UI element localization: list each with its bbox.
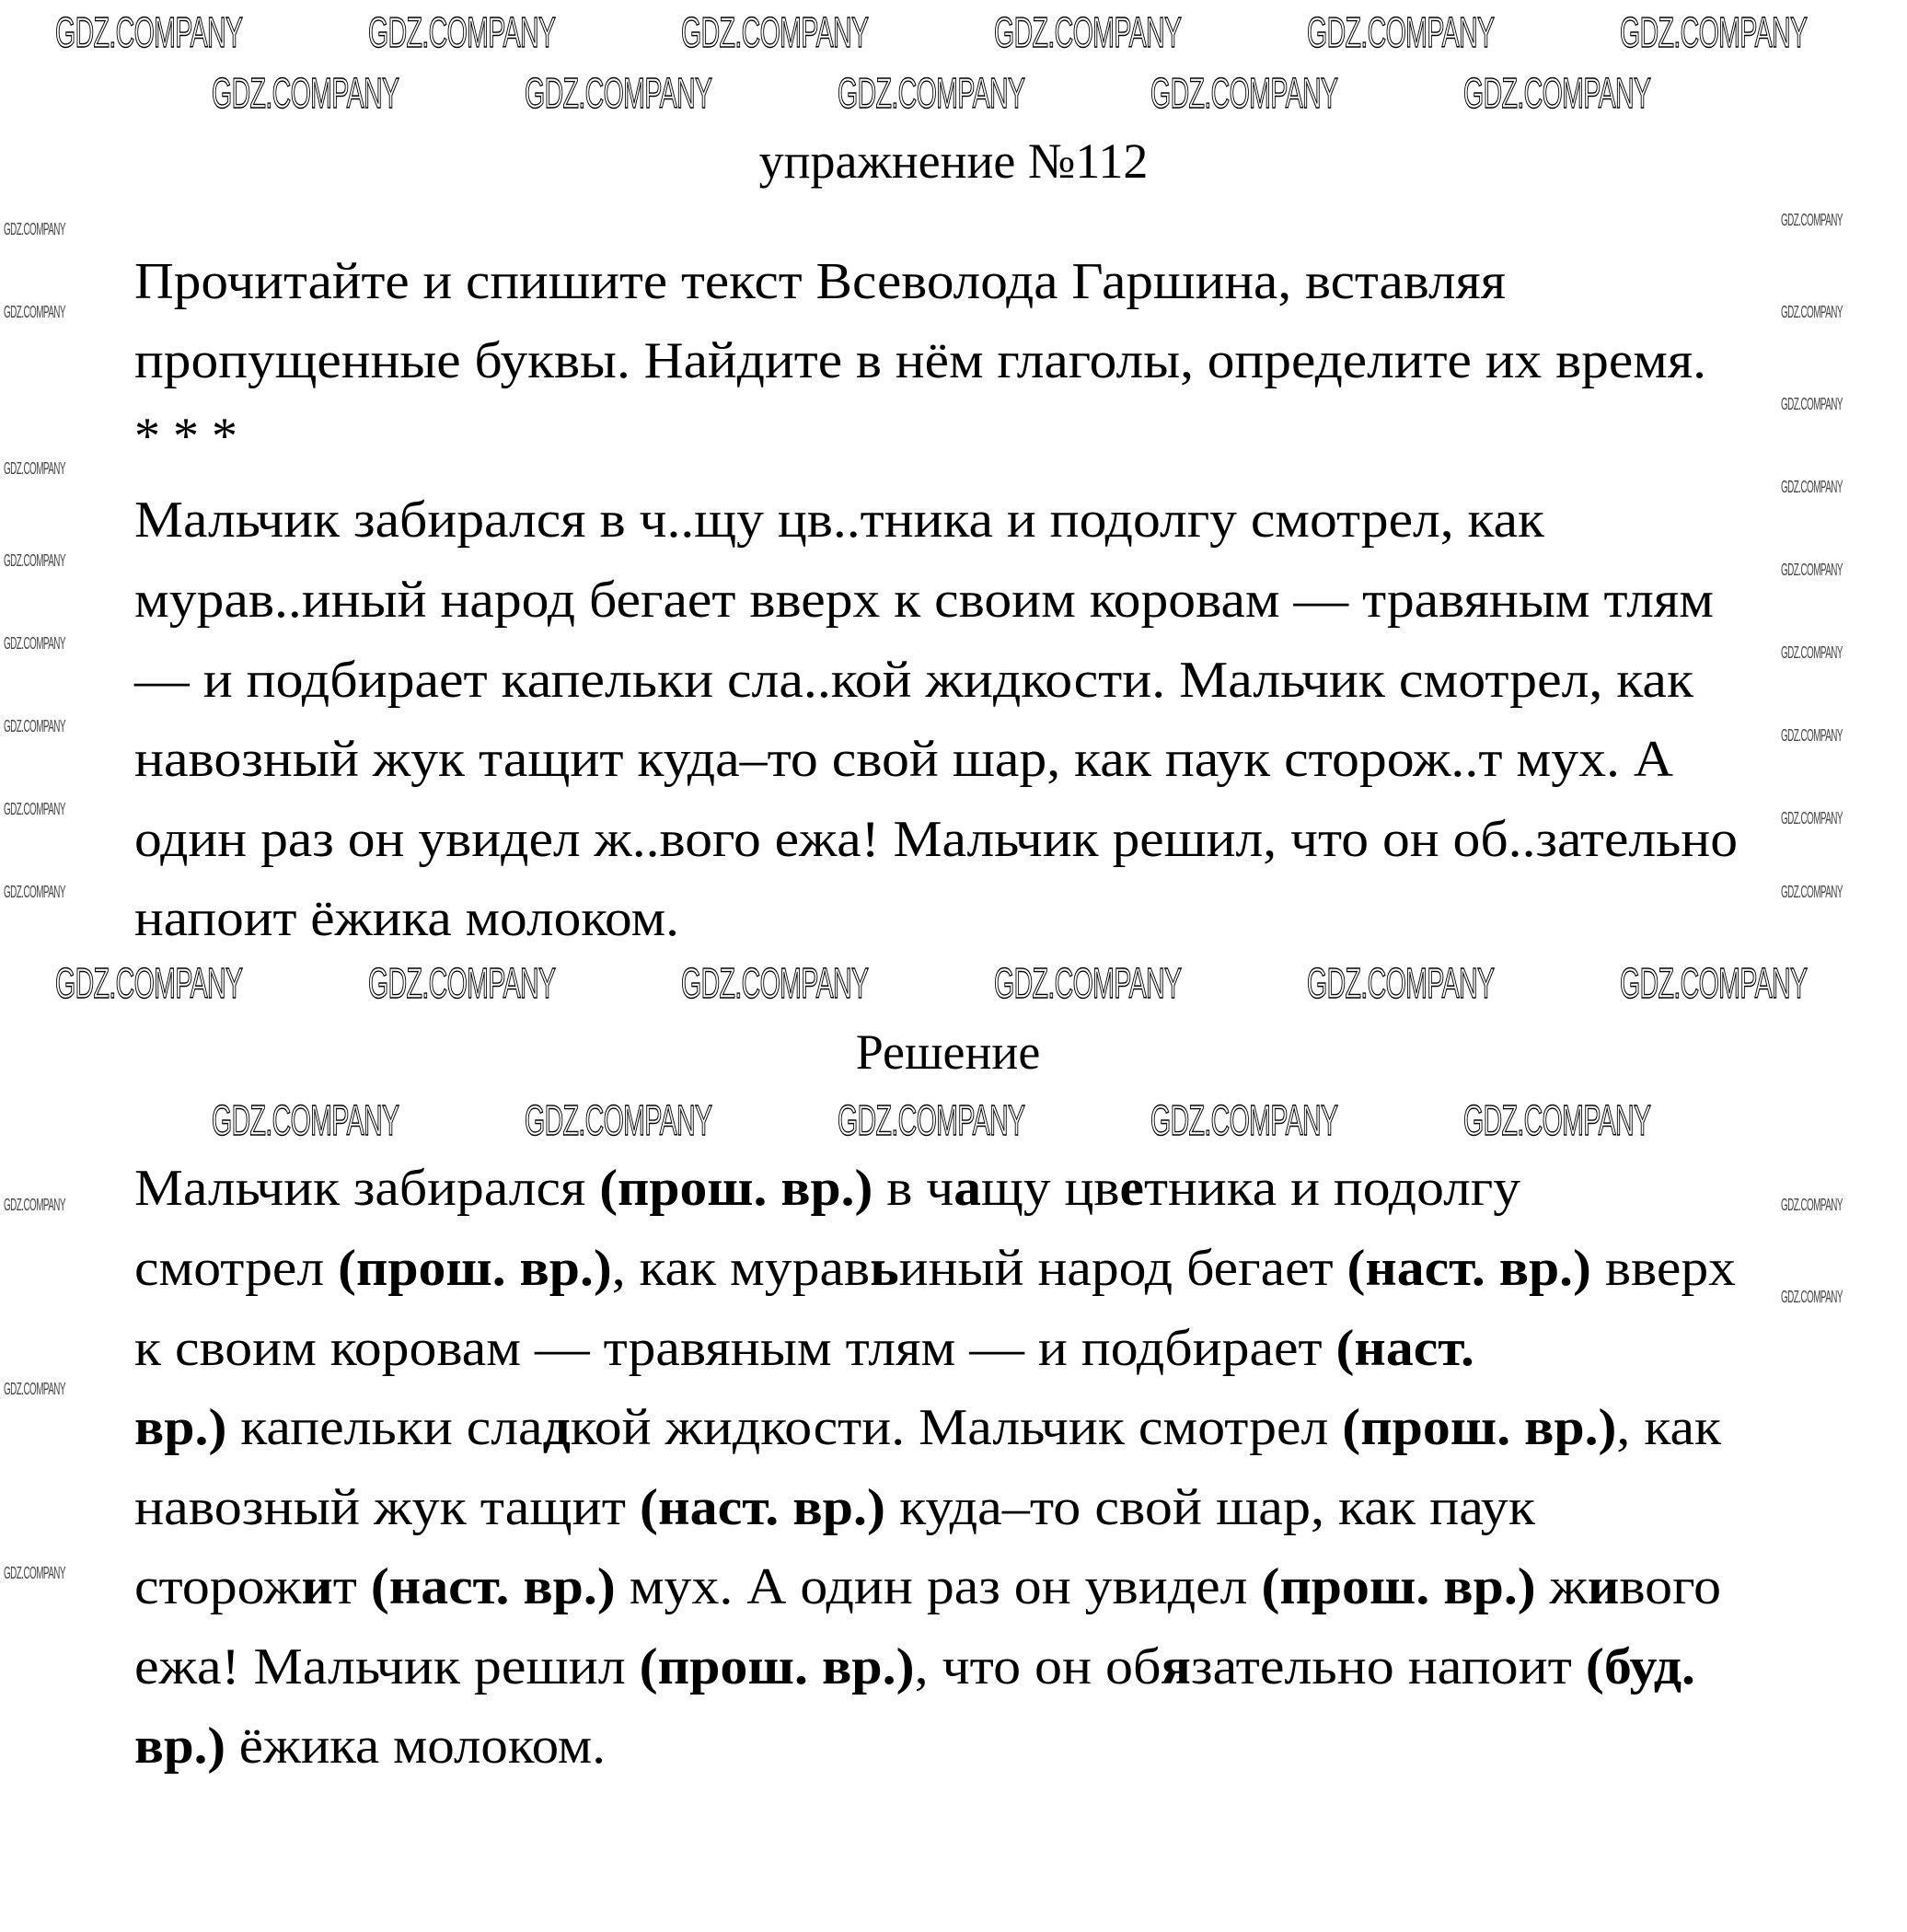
watermark: GDZ.COMPANY <box>212 69 399 117</box>
watermark-small: GDZ.COMPANY <box>1781 883 1843 901</box>
watermark-small: GDZ.COMPANY <box>4 634 65 653</box>
tense-label: и <box>301 1558 333 1615</box>
text-segment: куда–то свой шар, как паук <box>885 1479 1535 1536</box>
watermark-small: GDZ.COMPANY <box>1781 726 1843 745</box>
watermark: GDZ.COMPANY <box>994 8 1182 56</box>
watermark: GDZ.COMPANY <box>1307 959 1495 1007</box>
text-segment: мух. А один раз он увидел <box>615 1558 1262 1615</box>
watermark-small: GDZ.COMPANY <box>4 551 65 570</box>
watermark-small: GDZ.COMPANY <box>1781 303 1843 321</box>
tense-label: (прош. вр.) <box>1342 1399 1617 1456</box>
text-segment: кой жидкости. Мальчик смотрел <box>570 1399 1343 1456</box>
text-segment: смотрел <box>134 1240 339 1297</box>
solution-line <box>134 1320 1474 1377</box>
solution-heading: Решение <box>855 1024 1041 1080</box>
tense-label: (прош. вр.) <box>599 1160 873 1217</box>
watermark-small: GDZ.COMPANY <box>4 1564 65 1582</box>
stars-separator: * * * <box>134 408 237 465</box>
watermark-small: GDZ.COMPANY <box>4 883 65 901</box>
watermark-small: GDZ.COMPANY <box>4 220 65 238</box>
watermark-small: GDZ.COMPANY <box>4 303 65 321</box>
solution-line <box>134 1240 1736 1297</box>
text-segment: сторож <box>134 1558 302 1615</box>
watermark-small: GDZ.COMPANY <box>1781 211 1843 229</box>
watermark: GDZ.COMPANY <box>838 1096 1025 1144</box>
tense-label: ь <box>870 1240 899 1297</box>
text-segment: ежа! Мальчик решил <box>134 1638 640 1695</box>
tense-label: (буд. <box>1585 1638 1695 1695</box>
watermark: GDZ.COMPANY <box>55 8 243 56</box>
text-segment: к своим коровам — травяным тлям — и подбирает <box>134 1320 1336 1377</box>
solution-line <box>134 1558 1721 1615</box>
tense-label: (наст. вр.) <box>370 1558 616 1615</box>
watermark-small: GDZ.COMPANY <box>1781 1196 1843 1214</box>
watermark: GDZ.COMPANY <box>681 8 869 56</box>
text-segment: зательно напоит <box>1190 1638 1586 1695</box>
text-segment: щу цв <box>980 1160 1120 1217</box>
watermark-small: GDZ.COMPANY <box>4 459 65 478</box>
watermark: GDZ.COMPANY <box>368 959 556 1007</box>
tense-label: я <box>1161 1638 1191 1695</box>
tense-label: и <box>1587 1558 1620 1615</box>
watermark-small: GDZ.COMPANY <box>4 1196 65 1214</box>
text-segment: , что он об <box>914 1638 1162 1695</box>
tense-label: (прош. вр.) <box>639 1638 915 1695</box>
watermark-small: GDZ.COMPANY <box>1781 643 1843 662</box>
tense-label: вр.) <box>134 1399 227 1456</box>
watermark: GDZ.COMPANY <box>681 959 869 1007</box>
watermark: GDZ.COMPANY <box>55 959 243 1007</box>
watermark: GDZ.COMPANY <box>212 1096 399 1144</box>
text-segment: ж <box>1535 1558 1588 1615</box>
watermark: GDZ.COMPANY <box>1150 69 1338 117</box>
tense-label: е <box>1119 1160 1144 1217</box>
story-line: навозный жук тащит куда–то свой шар, как паук сторож..т мух. А <box>134 731 1673 788</box>
task-line: пропущенные буквы. Найдите в нём глаголы, определите их время. <box>134 332 1706 389</box>
watermark-small: GDZ.COMPANY <box>1781 561 1843 579</box>
text-segment: вого <box>1619 1558 1721 1615</box>
watermark-small: GDZ.COMPANY <box>4 800 65 818</box>
solution-line <box>134 1638 1695 1695</box>
story-line: напоит ёжика молоком. <box>134 890 679 947</box>
story-line: один раз он увидел ж..вого ежа! Мальчик решил, что он об..зательно <box>134 811 1738 868</box>
exercise-title: упражнение №112 <box>758 133 1149 189</box>
watermark: GDZ.COMPANY <box>1463 1096 1651 1144</box>
tense-label: (наст. вр.) <box>1346 1240 1591 1297</box>
tense-label: (наст. <box>1335 1320 1474 1377</box>
watermark: GDZ.COMPANY <box>1150 1096 1338 1144</box>
watermark: GDZ.COMPANY <box>525 69 712 117</box>
text-segment: вверх <box>1590 1240 1736 1297</box>
tense-label: а <box>954 1160 981 1217</box>
text-segment: , как <box>1616 1399 1721 1456</box>
watermark-small: GDZ.COMPANY <box>1781 809 1843 827</box>
tense-label: (прош. вр.) <box>338 1240 612 1297</box>
text-segment: т <box>332 1558 371 1615</box>
text-segment: в ч <box>873 1160 954 1217</box>
tense-label: (прош. вр.) <box>1261 1558 1536 1615</box>
tense-label: д <box>542 1399 571 1456</box>
text-segment: тника и подолгу <box>1143 1160 1520 1217</box>
watermark-small: GDZ.COMPANY <box>4 717 65 735</box>
watermark: GDZ.COMPANY <box>1620 8 1808 56</box>
solution-line <box>134 1399 1721 1456</box>
solution-line <box>134 1160 1520 1217</box>
story-line: мурав..иный народ бегает вверх к своим коровам — травяным тлям <box>134 572 1715 629</box>
watermark: GDZ.COMPANY <box>1620 959 1808 1007</box>
watermark: GDZ.COMPANY <box>1307 8 1495 56</box>
watermark: GDZ.COMPANY <box>368 8 556 56</box>
text-segment: иный народ бегает <box>898 1240 1347 1297</box>
text-segment: навозный жук тащит <box>134 1479 640 1536</box>
watermark: GDZ.COMPANY <box>994 959 1182 1007</box>
text-segment: капельки сла <box>226 1399 543 1456</box>
story-line: Мальчик забирался в ч..щу цв..тника и подолгу смотрел, как <box>134 492 1544 549</box>
story-line: — и подбирает капельки сла..кой жидкости. Мальчик смотрел, как <box>134 652 1693 709</box>
watermark: GDZ.COMPANY <box>838 69 1025 117</box>
text-segment: Мальчик забирался <box>134 1160 600 1217</box>
tense-label: вр.) <box>134 1718 226 1775</box>
watermark-small: GDZ.COMPANY <box>1781 478 1843 496</box>
watermark: GDZ.COMPANY <box>525 1096 712 1144</box>
watermark-small: GDZ.COMPANY <box>1781 1288 1843 1306</box>
solution-line <box>134 1718 606 1775</box>
watermark: GDZ.COMPANY <box>1463 69 1651 117</box>
tense-label: (наст. вр.) <box>639 1479 886 1536</box>
solution-line <box>134 1479 1535 1536</box>
text-segment: ёжика молоком. <box>225 1718 606 1775</box>
watermark-small: GDZ.COMPANY <box>4 1380 65 1398</box>
task-line: Прочитайте и спишите текст Всеволода Гаршина, вставляя <box>134 253 1506 310</box>
watermark-small: GDZ.COMPANY <box>1781 395 1843 413</box>
text-segment: , как мурав <box>611 1240 871 1297</box>
